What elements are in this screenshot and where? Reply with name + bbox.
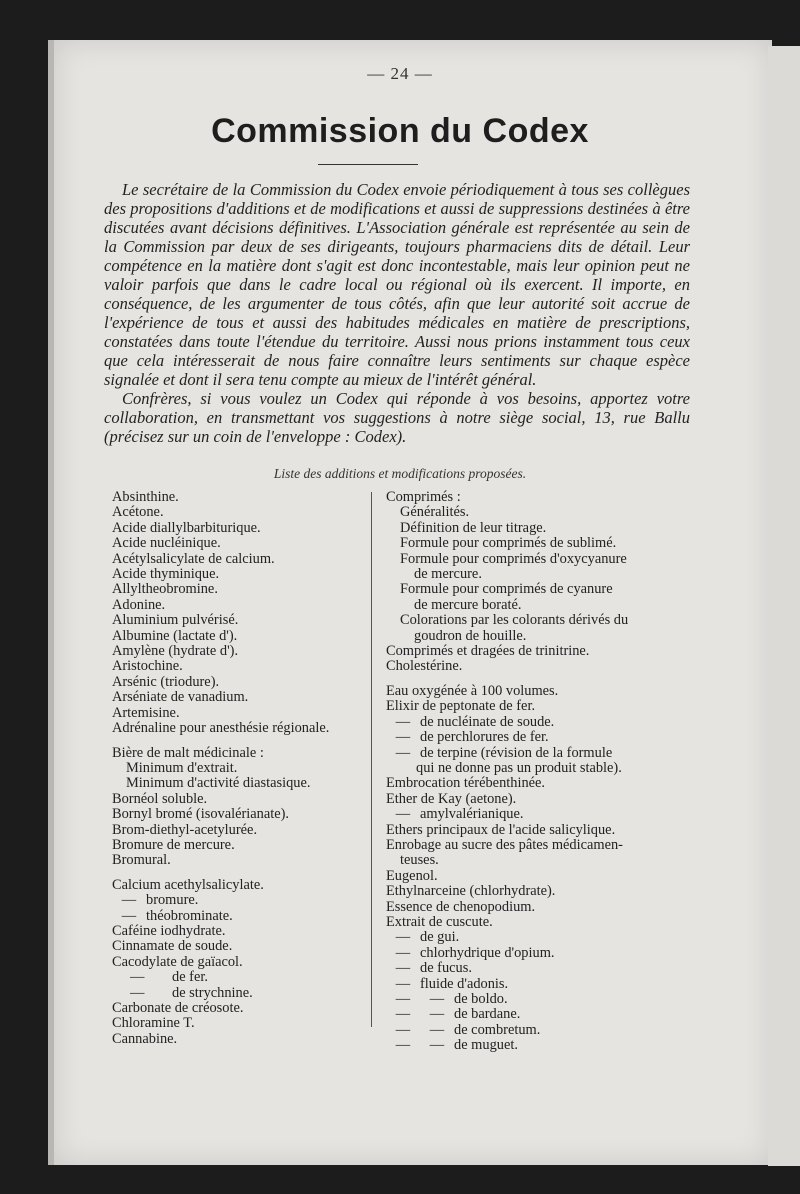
list-item: Ether de Kay (aetone). (386, 790, 517, 807)
dash-mark: — (395, 1037, 411, 1054)
dash-mark (112, 970, 172, 985)
title-underline (318, 164, 418, 165)
list-item: Cholestérine. (386, 658, 463, 675)
list-item: Albumine (lactate d'). (112, 627, 238, 644)
dash-mark: — (429, 1037, 445, 1054)
dash-mark: — (395, 744, 411, 761)
list-item: Bornéol soluble. (112, 790, 208, 807)
subitem-text: de nucléinate de soude. (420, 713, 555, 730)
list-subitem (112, 909, 362, 924)
subitem-text: de strychnine. (172, 984, 253, 1001)
list-item: Elixir de peptonate de fer. (386, 698, 536, 715)
list-subitem: Colorations par les colorants dérivés du (400, 612, 629, 629)
list-subitem (386, 1038, 656, 1053)
list-item: Arséniate de vanadium. (112, 689, 249, 706)
list-subitem: Définition de leur titrage. (400, 519, 547, 536)
subitem-text: de bardane. (454, 1006, 521, 1023)
subitem-text: de combretum. (454, 1021, 541, 1038)
list-item: Bromural. (112, 852, 171, 869)
list-subitem: teuses. (400, 852, 439, 869)
list-item: Acétone. (112, 504, 164, 521)
list-item: Eugenol. (386, 867, 438, 884)
list-item: Comprimés et dragées de trinitrine. (386, 643, 590, 660)
list-item: Ethers principaux de l'acide salicylique. (386, 821, 616, 838)
next-page-edge (768, 46, 800, 1166)
list-subitem (386, 1023, 656, 1038)
list-item: Brom-diethyl-acetylurée. (112, 821, 258, 838)
list-subitem (386, 1007, 656, 1022)
list-item: Comprimés : (386, 489, 461, 505)
list-item: Cacodylate de gaïacol. (112, 953, 243, 970)
list-subitem: Minimum d'extrait. (126, 759, 238, 776)
dash-mark: — (395, 929, 411, 946)
dash-mark: — (395, 729, 411, 746)
list-item: Arsénic (triodure). (112, 673, 220, 690)
list-item: Artemisine. (112, 704, 180, 721)
list-subitem (386, 930, 656, 945)
list-item: Adrénaline pour anesthésie régionale. (112, 720, 330, 737)
list-title: Liste des additions et modifications proposées. (273, 466, 527, 481)
subitem-text: de fer. (172, 969, 208, 986)
list-item: Allyltheobromine. (112, 581, 218, 598)
subitem-text: de fucus. (420, 960, 472, 977)
list-item: Bornyl bromé (isovalérianate). (112, 806, 290, 823)
subitem-text: de muguet. (454, 1037, 518, 1054)
list-item: Enrobage au sucre des pâtes médicamen- (386, 836, 623, 853)
dash-mark: — (395, 991, 411, 1007)
list-item: Carbonate de créosote. (112, 1000, 244, 1016)
list-item: Bromure de mercure. (112, 836, 235, 853)
list-item: Acide thyminique. (112, 566, 220, 583)
list-item: Essence de chenopodium. (386, 898, 536, 915)
dash-mark: — (395, 944, 411, 961)
intro-paragraph-2: Confrères, si vous voulez un Codex qui réponde à vos besoins, apportez votre collaboration, en transmettant vos suggestions à notre siège social, 13, rue Ballu (précisez sur un coin de l'enveloppe : Codex). (104, 389, 690, 446)
list-item: Calcium acethylsalicylate. (112, 876, 264, 893)
subitem-text: chlorhydrique d'opium. (420, 944, 555, 961)
list-subitem (386, 715, 656, 730)
dash-glyph: — (130, 969, 145, 986)
list-subitem: Formule pour comprimés de cyanure (400, 581, 613, 598)
dash-mark: — (429, 1006, 445, 1023)
list-item: Embrocation térébenthinée. (386, 775, 546, 792)
list-subitem: de mercure boraté. (414, 596, 522, 613)
list-item: Aristochine. (112, 658, 183, 675)
right-column (386, 490, 656, 1054)
list-item: Chloramine T. (112, 1015, 195, 1032)
list-item: Cinnamate de soude. (112, 938, 233, 955)
list-subitem (386, 992, 656, 1007)
dash-mark: — (429, 1021, 445, 1038)
dash-mark (112, 986, 172, 1001)
list-subitem: goudron de houille. (414, 627, 527, 644)
list-subitem (112, 970, 362, 985)
list-subitem (386, 746, 656, 761)
list-item: Acétylsalicylate de calcium. (112, 550, 275, 567)
dash-mark: — (395, 1021, 411, 1038)
list-item: Ethylnarceine (chlorhydrate). (386, 883, 556, 900)
list-item: Eau oxygénée à 100 volumes. (386, 682, 559, 699)
subitem-text: amylvalérianique. (420, 806, 524, 823)
list-subitem: Minimum d'activité diastasique. (126, 775, 311, 792)
list-subitem: Formule pour comprimés d'oxycyanure (400, 550, 627, 567)
subitem-text: de perchlorures de fer. (420, 729, 549, 746)
list-subitem: Généralités. (400, 504, 470, 521)
subitem-text: de gui. (420, 929, 460, 946)
left-column (112, 490, 362, 1047)
dash-mark: — (395, 1006, 411, 1023)
page-title: Commission du Codex (211, 112, 589, 150)
list-item: Cannabine. (112, 1030, 178, 1047)
dash-mark: — (395, 713, 411, 730)
list-item: Aluminium pulvérisé. (112, 612, 239, 629)
dash-mark: — (395, 960, 411, 977)
list-subitem (112, 893, 362, 908)
dash-glyph: — (130, 984, 145, 1001)
list-subitem (386, 961, 656, 976)
list-item: Extrait de cuscute. (386, 913, 493, 930)
list-item: Caféine iodhydrate. (112, 922, 226, 939)
dash-mark: — (121, 907, 137, 924)
list-item: Bière de malt médicinale : (112, 744, 264, 761)
list-subitem (112, 986, 362, 1001)
page-number: — 24 — (367, 64, 433, 83)
list-subitem (386, 946, 656, 961)
list-subitem (386, 977, 656, 992)
list-item: Acide nucléinique. (112, 535, 221, 552)
list-subitem: Formule pour comprimés de sublimé. (400, 535, 617, 552)
subitem-text: de boldo. (454, 991, 508, 1007)
dash-mark: — (429, 991, 445, 1007)
dash-mark: — (121, 892, 137, 909)
list-subitem: de mercure. (414, 566, 482, 583)
subitem-text: théobrominate. (146, 907, 233, 924)
dash-mark: — (395, 806, 411, 823)
dash-mark: — (395, 975, 411, 992)
list-item: Absinthine. (112, 489, 179, 505)
list-item: Acide diallylbarbiturique. (112, 519, 261, 536)
column-divider (371, 492, 372, 1027)
subitem-text: de terpine (révision de la formule (420, 744, 613, 761)
list-subitem (386, 730, 656, 745)
list-subitem: qui ne donne pas un produit stable). (416, 759, 622, 776)
subitem-text: fluide d'adonis. (420, 975, 509, 992)
list-item: Amylène (hydrate d'). (112, 643, 239, 660)
intro-paragraph-1: Le secrétaire de la Commission du Codex envoie périodiquement à tous ses collègues des propositions d'additions et de modifications et aussi de suppressions destinées à être discutées avant décisions définitives. L'Association générale est représentée au sein de la Commission par deux de ses dirigeants, toujours pharmaciens dits de détail. Leur compétence en la matière dont s'agit est donc incontestable, mais leur opinion peut ne valoir parfois que dans le cadre local ou régional où ils exercent. Il importe, en conséquence, de les argumenter de tous côtés, afin que leur autorité soit accrue de l'expérience de tous et aussi des habitudes médicales en matière de prescriptions, constatées dans toute l'étendue du territoire. Aussi nous prions instamment tous ceux que cela intéresserait de nous faire connaître leurs sentiments sur chaque espèce signalée et dont il sera tenu compte au mieux de l'intérêt général. (104, 180, 690, 389)
list-subitem (386, 807, 656, 822)
subitem-text: bromure. (146, 892, 199, 909)
intro-text (104, 180, 690, 446)
list-item: Adonine. (112, 596, 166, 613)
